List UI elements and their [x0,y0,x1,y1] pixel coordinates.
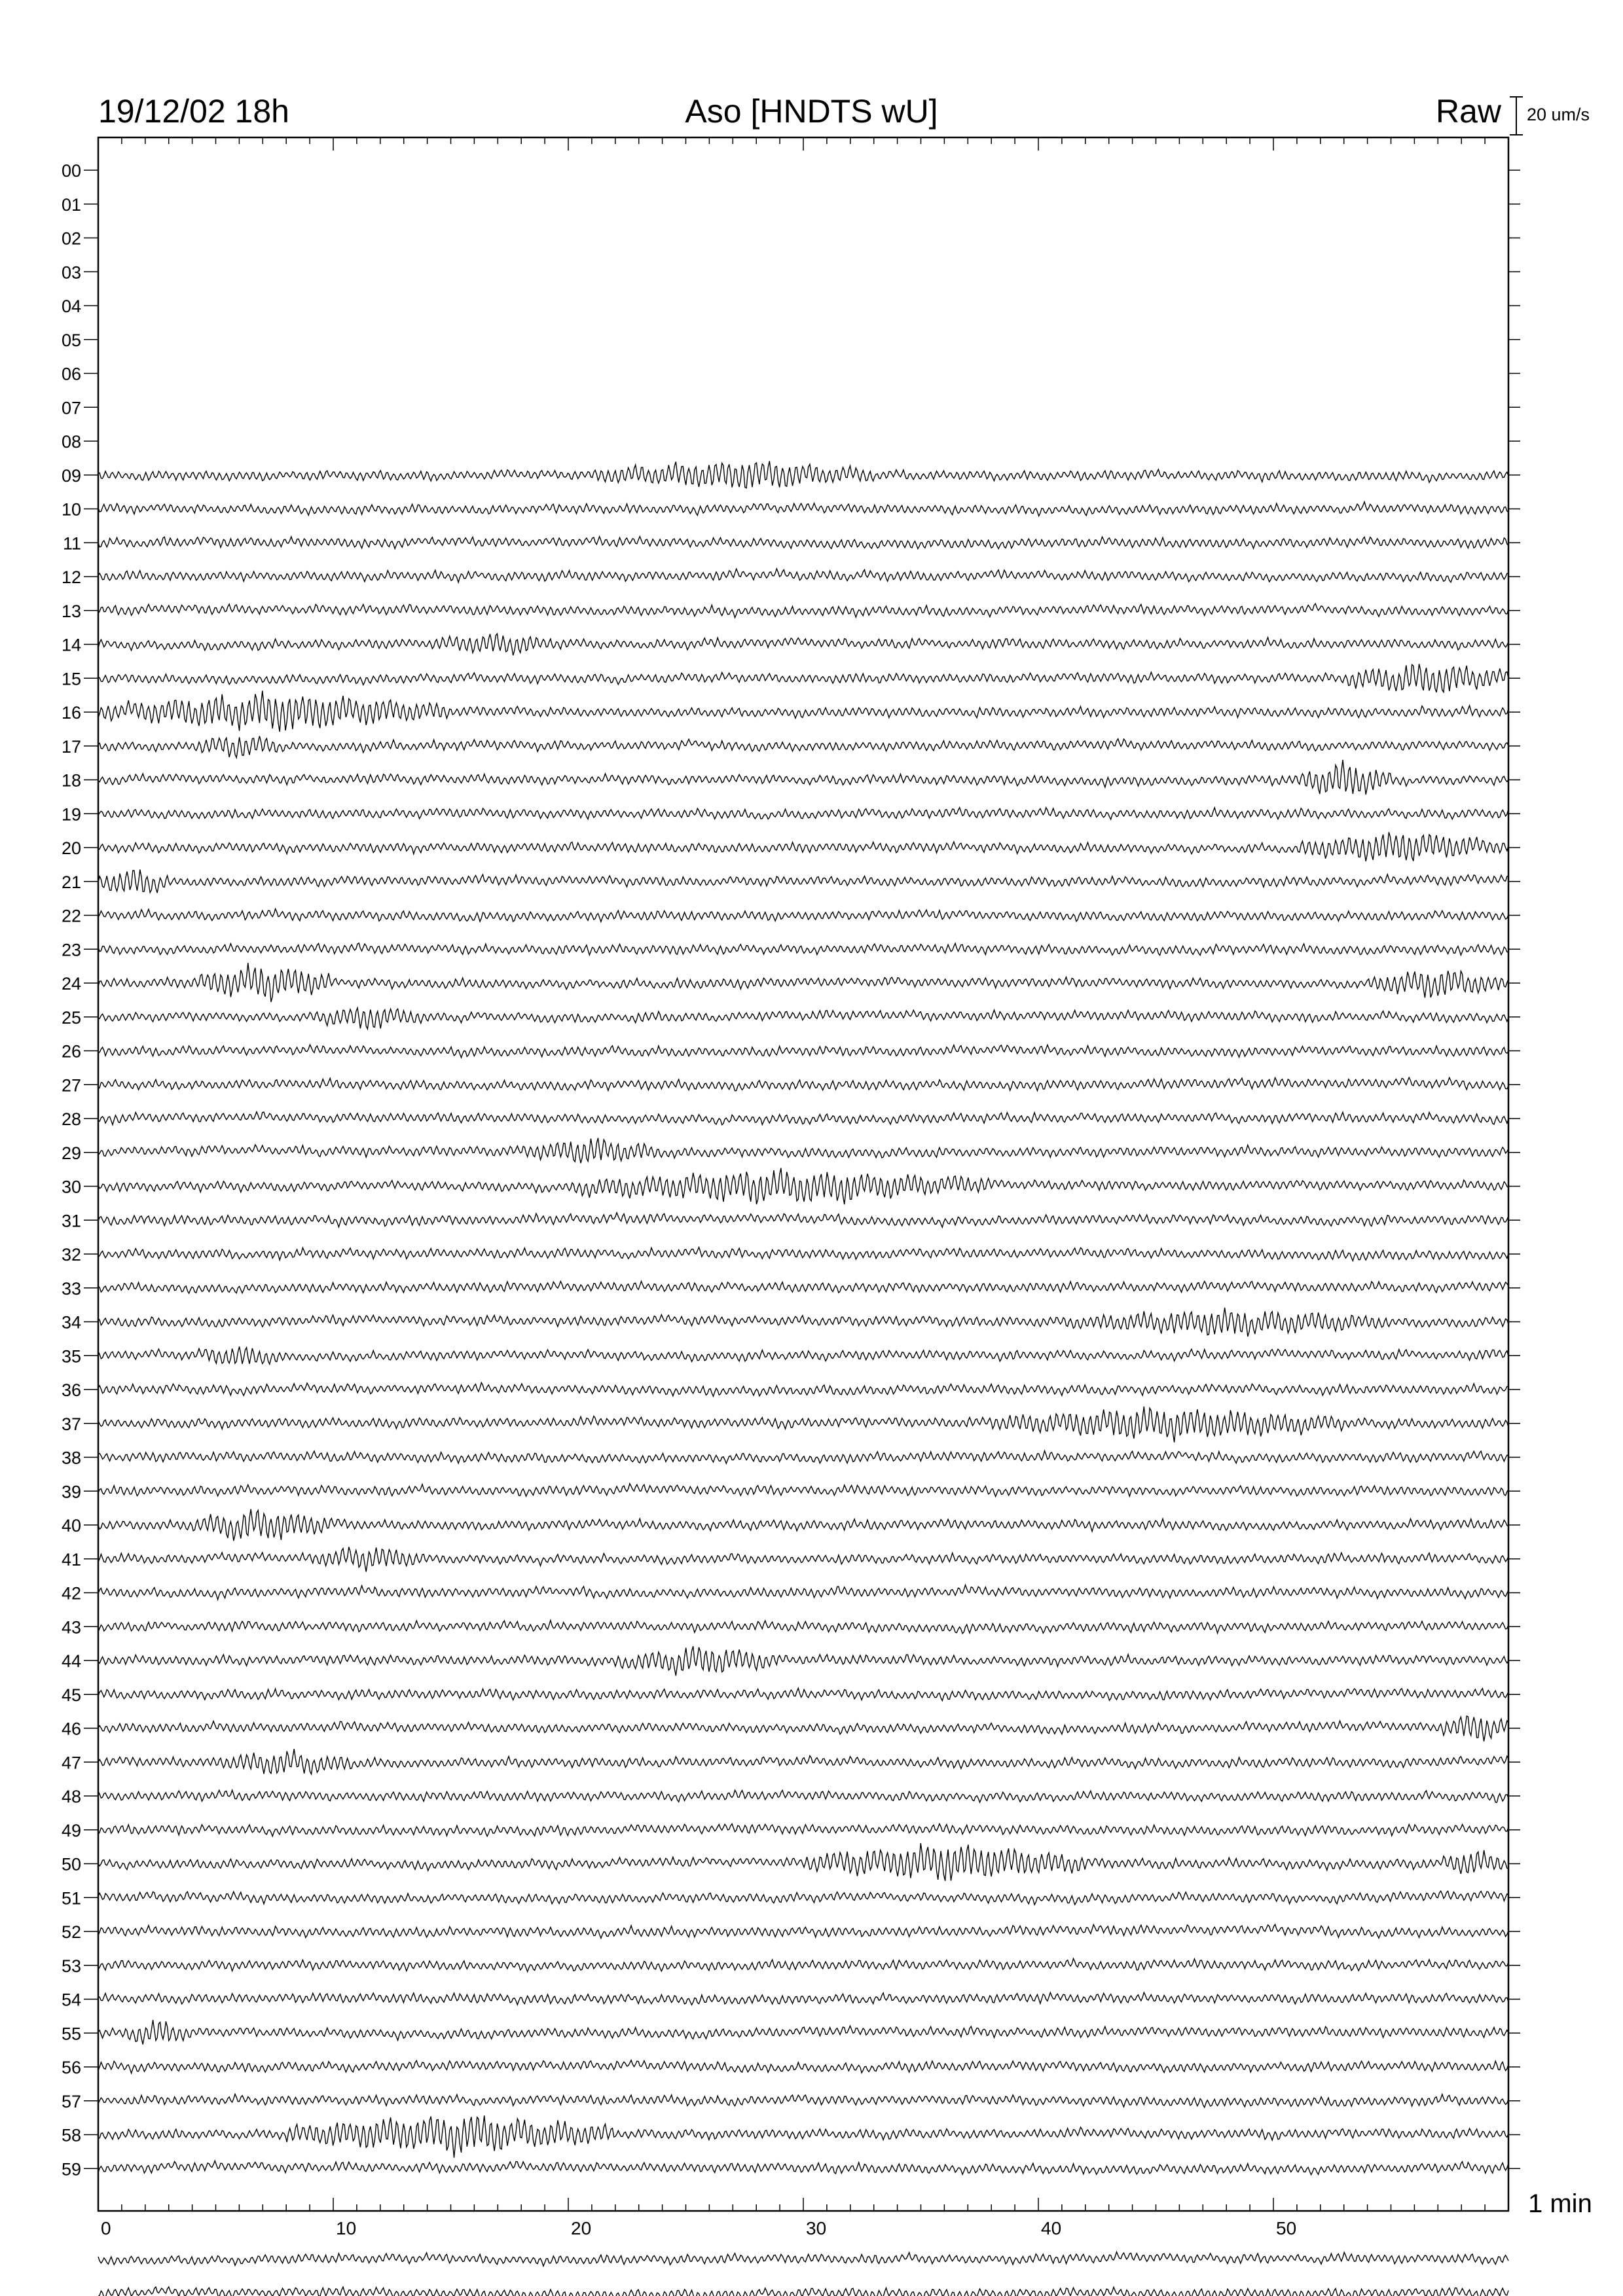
row-label: 30 [61,1177,81,1197]
row-label: 09 [61,465,81,486]
seismic-trace [98,1824,1508,1837]
seismic-trace [98,1077,1508,1090]
seismic-trace [98,1407,1508,1443]
seismic-trace [98,1790,1508,1803]
date-hour-label: 19/12/02 18h [98,93,289,130]
row-label: 39 [61,1482,81,1502]
seismic-trace [98,909,1508,922]
row-label: 28 [61,1109,81,1129]
seismic-trace [98,1213,1508,1227]
seismic-trace [98,1138,1508,1164]
x-tick-label: 50 [1276,2218,1297,2238]
row-label: 15 [61,669,81,689]
seismic-trace [98,1282,1508,1294]
amplitude-scale-label: 20 um/s [1527,105,1590,124]
row-label: 11 [62,533,81,554]
row-label: 04 [61,296,81,316]
seismic-trace [98,1716,1508,1742]
row-label: 50 [61,1854,81,1874]
seismic-trace [98,1621,1508,1634]
continuation-trace [98,2252,1508,2267]
row-label: 00 [61,161,81,181]
row-label: 03 [61,262,81,283]
seismic-trace [98,1451,1508,1464]
row-label: 26 [61,1041,81,1062]
seismic-trace [98,691,1508,732]
seismic-trace [98,502,1508,516]
seismic-trace [98,963,1508,1002]
seismic-trace [98,1749,1508,1774]
row-label: 22 [61,906,81,926]
row-label: 01 [61,194,81,215]
row-label: 05 [61,330,81,350]
seismic-trace [98,1891,1508,1905]
row-label: 42 [61,1583,81,1604]
row-label: 02 [61,228,81,249]
seismic-trace [98,603,1508,617]
x-tick-label: 30 [806,2218,827,2238]
seismic-trace [98,2094,1508,2108]
station-title: Aso [HNDTS wU] [685,93,938,130]
x-tick-label: 40 [1041,2218,1062,2238]
seismic-trace [98,461,1508,488]
seismic-trace [98,1547,1508,1572]
x-tick-label: 10 [336,2218,357,2238]
seismic-trace [98,1308,1508,1336]
row-label: 45 [61,1685,81,1705]
seismic-trace [98,1924,1508,1938]
seismic-trace [98,1509,1508,1541]
row-label: 27 [61,1075,81,1096]
row-label: 29 [61,1143,81,1163]
seismic-trace [98,2115,1508,2157]
seismic-trace [98,1247,1508,1261]
row-label: 55 [61,2024,81,2044]
seismic-trace [98,832,1508,861]
seismic-trace [98,1008,1508,1029]
row-label: 49 [61,1820,81,1840]
filter-label: Raw [1435,93,1501,130]
row-label: 17 [61,736,81,757]
row-label: 54 [61,1990,81,2010]
row-label: 59 [61,2159,81,2179]
row-label: 52 [61,1922,81,1942]
seismic-trace [98,664,1508,692]
seismic-trace [98,2020,1508,2044]
row-label: 13 [61,601,81,621]
row-label: 38 [61,1448,81,1468]
seismic-trace [98,1958,1508,1971]
seismic-trace [98,736,1508,758]
row-label: 25 [61,1007,81,1028]
seismic-trace [98,1688,1508,1700]
seismic-trace [98,760,1508,795]
row-label: 41 [61,1549,81,1570]
seismic-trace [98,1484,1508,1497]
row-label: 46 [61,1719,81,1739]
row-label: 12 [61,567,81,587]
row-label: 33 [61,1278,81,1299]
row-label: 56 [61,2058,81,2077]
x-axis-unit-label: 1 min [1528,2189,1592,2218]
row-label: 20 [61,838,81,858]
seismic-trace [98,1346,1508,1364]
seismic-trace [98,569,1508,583]
row-label: 47 [61,1753,81,1773]
row-label: 58 [61,2125,81,2145]
row-label: 40 [61,1516,81,1535]
row-label: 19 [61,804,81,825]
row-label: 14 [61,635,81,655]
x-tick-label: 0 [101,2218,111,2238]
row-label: 37 [61,1414,81,1434]
row-label: 35 [61,1346,81,1367]
seismic-trace [98,1843,1508,1881]
row-label: 43 [61,1617,81,1638]
seismic-trace [98,634,1508,655]
row-label: 07 [61,398,81,418]
seismic-trace [98,2161,1508,2174]
seismic-trace [98,1585,1508,1600]
seismic-trace [98,1383,1508,1397]
row-label: 32 [61,1245,81,1265]
row-label: 18 [61,770,81,791]
seismic-trace [98,1112,1508,1125]
seismic-trace [98,537,1508,549]
row-label: 23 [61,940,81,960]
seismic-trace [98,1992,1508,2005]
row-label: 10 [61,499,81,520]
row-label: 53 [61,1956,81,1976]
seismic-trace [98,1168,1508,1205]
seismic-trace [98,1045,1508,1058]
seismic-trace [98,943,1508,956]
seismic-trace [98,2060,1508,2073]
row-label: 16 [61,703,81,723]
row-label: 44 [61,1651,81,1671]
x-tick-label: 20 [571,2218,592,2238]
row-label: 06 [61,364,81,384]
seismic-trace [98,1646,1508,1676]
seismic-trace [98,870,1508,893]
continuation-trace [98,2287,1508,2296]
row-label: 48 [61,1787,81,1806]
row-label: 57 [61,2091,81,2111]
row-label: 31 [61,1211,81,1231]
row-label: 21 [61,872,81,892]
row-label: 34 [61,1312,81,1333]
row-label: 24 [61,974,81,994]
row-label: 36 [61,1380,81,1400]
row-label: 51 [61,1888,81,1909]
row-label: 08 [61,432,81,452]
seismic-trace [98,808,1508,819]
